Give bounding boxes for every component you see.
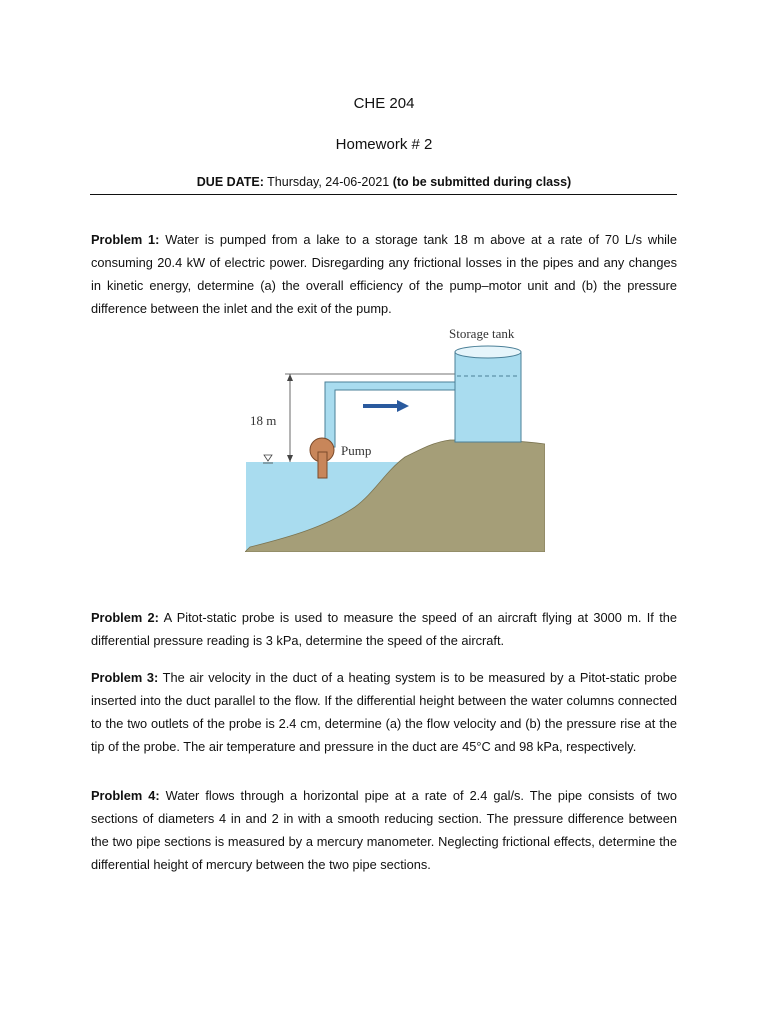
problem-4-label: Problem 4: xyxy=(91,788,160,803)
tank-top-rim xyxy=(455,346,521,358)
problem-4 xyxy=(91,784,677,876)
homework-title: Homework # 2 xyxy=(335,136,433,153)
problem-1-text: Water is pumped from a lake to a storage tank 18 m above at a rate of 70 L/s while consuming 20.4 kW of electric power. Disregarding any frictional losses in the pipes and any changes in kinetic energy, determine (a) the overall efficiency of the pump–motor unit and (b) the pressure difference between the inlet and the exit of the pump. xyxy=(91,232,677,316)
water-level-symbol xyxy=(264,455,272,461)
due-note: (to be submitted during class) xyxy=(392,175,572,189)
pump-tank-diagram xyxy=(245,322,545,552)
dimension-arrow-up xyxy=(287,374,293,381)
problem-3-label: Problem 3: xyxy=(91,670,159,685)
problem-1 xyxy=(91,228,677,320)
tank-label: Storage tank xyxy=(449,326,515,341)
due-label: DUE DATE: xyxy=(196,175,264,189)
problem-2 xyxy=(91,606,677,652)
course-code: CHE 204 xyxy=(353,95,415,112)
problem-4-text: Water flows through a horizontal pipe at a rate of 2.4 gal/s. The pipe consists of two sections of diameters 4 in and 2 in with a smooth reducing section. The pressure difference between the two pipe sections is measured by a mercury manometer. Neglecting frictional effects, determine the differential height of mercury between the two pipe sections. xyxy=(91,788,677,872)
height-label: 18 m xyxy=(250,413,277,428)
problem-3-text: The air velocity in the duct of a heating system is to be measured by a Pitot-static probe inserted into the duct parallel to the flow. If the differential height between the water columns connected to the two outlets of the probe is 2.4 cm, determine (a) the flow velocity and (b) the pressure rise at the tip of the probe. The air temperature and pressure in the duct are 45°C and 98 kPa, respectively. xyxy=(91,670,677,754)
flow-arrow-icon xyxy=(363,400,409,412)
dimension-arrow-down xyxy=(287,455,293,462)
problem-2-text: A Pitot-static probe is used to measure the speed of an aircraft flying at 3000 m. If the differential pressure reading is 3 kPa, determine the speed of the aircraft. xyxy=(91,610,678,648)
problem-2-label: Problem 2: xyxy=(91,610,159,625)
pipe xyxy=(325,382,458,447)
due-date-line xyxy=(0,175,768,189)
pump-label: Pump xyxy=(341,443,372,458)
header-divider xyxy=(90,194,677,195)
problem-3 xyxy=(91,666,677,758)
pump-intake-pipe xyxy=(318,452,327,478)
due-date: Thursday, 24-06-2021 xyxy=(263,175,393,189)
problem-1-label: Problem 1: xyxy=(91,232,160,247)
storage-tank xyxy=(455,352,521,442)
